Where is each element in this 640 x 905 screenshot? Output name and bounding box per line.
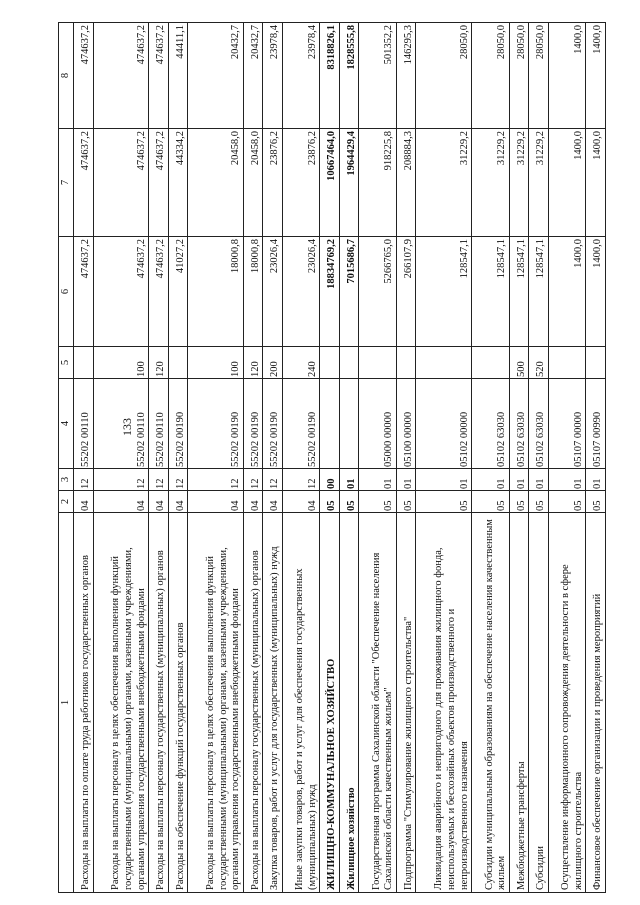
row-subsection: 01 — [586, 469, 606, 491]
row-target-article: 55202 00190 — [282, 379, 320, 469]
row-target-article: 05102 63030 — [472, 379, 510, 469]
row-amount-col6: 5266765,0 — [359, 237, 397, 347]
row-subsection: 01 — [529, 469, 549, 491]
row-name: Расходы на выплаты персоналу в целях обеспечения выполнения функций государственными (муниципальными) органами, казенными учреждениями, органами управления государственными внебюджетными фондами — [93, 513, 149, 893]
row-subsection: 12 — [282, 469, 320, 491]
row-amount-col7: 20458,0 — [188, 129, 244, 237]
table-row — [472, 23, 510, 893]
row-amount-col8: 1828555,8 — [339, 23, 359, 129]
row-section: 05 — [320, 491, 340, 513]
row-amount-col8: 1400,0 — [586, 23, 606, 129]
row-name: Жилищное хозяйство — [339, 513, 359, 893]
row-target-article: 55202 00110 — [149, 379, 169, 469]
row-amount-col6: 128547,1 — [472, 237, 510, 347]
table-row — [263, 23, 283, 893]
row-section: 05 — [586, 491, 606, 513]
row-expense-type: 120 — [149, 347, 169, 379]
row-amount-col8: 28050,0 — [529, 23, 549, 129]
row-amount-col7: 208884,3 — [396, 129, 416, 237]
row-amount-col6: 23026,4 — [263, 237, 283, 347]
row-target-article: 05107 00990 — [586, 379, 606, 469]
row-section: 05 — [529, 491, 549, 513]
row-subsection: 12 — [149, 469, 169, 491]
table-row — [339, 23, 359, 893]
row-amount-col8: 8318826,1 — [320, 23, 340, 129]
budget-table — [58, 22, 606, 893]
row-amount-col6: 128547,1 — [529, 237, 549, 347]
table-row — [359, 23, 397, 893]
row-subsection: 12 — [93, 469, 149, 491]
row-amount-col6: 18000,8 — [188, 237, 244, 347]
row-amount-col8: 44411,1 — [168, 23, 188, 129]
row-subsection: 01 — [472, 469, 510, 491]
row-section: 05 — [359, 491, 397, 513]
table-row — [188, 23, 244, 893]
table-row — [282, 23, 320, 893]
row-amount-col6: 18000,8 — [243, 237, 263, 347]
row-amount-col7: 44334,2 — [168, 129, 188, 237]
row-amount-col8: 20432,7 — [243, 23, 263, 129]
row-target-article: 05100 00000 — [396, 379, 416, 469]
row-section: 04 — [282, 491, 320, 513]
row-amount-col7: 918225,8 — [359, 129, 397, 237]
table-row — [586, 23, 606, 893]
row-amount-col7: 474637,2 — [93, 129, 149, 237]
col-header-4: 4 — [59, 379, 74, 469]
row-amount-col8: 28050,0 — [472, 23, 510, 129]
row-amount-col6: 128547,1 — [509, 237, 529, 347]
row-target-article: 55202 00190 — [263, 379, 283, 469]
row-name: Расходы на выплаты по оплате труда работников государственных органов — [74, 513, 94, 893]
col-header-3: 3 — [59, 469, 74, 491]
table-row — [529, 23, 549, 893]
row-expense-type: 500 — [509, 347, 529, 379]
row-amount-col8: 28050,0 — [416, 23, 472, 129]
table-row — [320, 23, 340, 893]
row-name: Иные закупки товаров, работ и услуг для обеспечения государственных (муниципальных) нужд — [282, 513, 320, 893]
row-amount-col7: 23876,2 — [282, 129, 320, 237]
row-amount-col7: 474637,2 — [149, 129, 169, 237]
table-row — [149, 23, 169, 893]
budget-table-rotated — [58, 23, 606, 893]
row-subsection: 01 — [509, 469, 529, 491]
row-target-article — [320, 379, 340, 469]
row-amount-col7: 31229,2 — [472, 129, 510, 237]
row-name: Осуществление информационного сопровождения деятельности в сфере жилищного строительства — [548, 513, 586, 893]
row-name: Расходы на выплаты персоналу государственных (муниципальных) органов — [243, 513, 263, 893]
row-name: Ликвидация аварийного и непригодного для проживания жилищного фонда, неиспользуемых и бесхозяйных объектов производственного и непроизводственного назначения — [416, 513, 472, 893]
table-row — [416, 23, 472, 893]
row-expense-type — [586, 347, 606, 379]
row-name: Финансовое обеспечение организации и проведения мероприятий — [586, 513, 606, 893]
row-subsection: 12 — [263, 469, 283, 491]
row-target-article: 05102 63030 — [529, 379, 549, 469]
table-row — [168, 23, 188, 893]
row-expense-type: 100 — [93, 347, 149, 379]
row-amount-col7: 1400,0 — [586, 129, 606, 237]
row-subsection: 12 — [243, 469, 263, 491]
row-amount-col6: 41027,2 — [168, 237, 188, 347]
row-section: 04 — [188, 491, 244, 513]
row-section: 05 — [509, 491, 529, 513]
row-amount-col8: 28050,0 — [509, 23, 529, 129]
row-expense-type: 100 — [188, 347, 244, 379]
row-target-article: 55202 00190 — [168, 379, 188, 469]
row-section: 05 — [396, 491, 416, 513]
row-name: Подпрограмма "Стимулирование жилищного строительства" — [396, 513, 416, 893]
row-amount-col8: 1400,0 — [548, 23, 586, 129]
row-expense-type — [359, 347, 397, 379]
row-subsection: 12 — [188, 469, 244, 491]
row-name: Субсидии — [529, 513, 549, 893]
row-expense-type: 120 — [243, 347, 263, 379]
row-subsection: 00 — [320, 469, 340, 491]
col-header-7: 7 — [59, 129, 74, 237]
row-name: Государственная программа Сахалинской области "Обеспечение населения Сахалинской области качественным жильем" — [359, 513, 397, 893]
row-amount-col6: 1400,0 — [586, 237, 606, 347]
row-amount-col8: 474637,2 — [149, 23, 169, 129]
row-expense-type — [396, 347, 416, 379]
row-target-article: 05107 00000 — [548, 379, 586, 469]
row-target-article: 55202 00110 — [93, 379, 149, 469]
row-amount-col7: 10667464,0 — [320, 129, 340, 237]
col-header-1: 1 — [59, 513, 74, 893]
row-amount-col6: 474637,2 — [149, 237, 169, 347]
row-amount-col7: 20458,0 — [243, 129, 263, 237]
row-expense-type — [339, 347, 359, 379]
row-section: 05 — [548, 491, 586, 513]
row-expense-type: 200 — [263, 347, 283, 379]
row-expense-type — [548, 347, 586, 379]
row-amount-col6: 128547,1 — [416, 237, 472, 347]
row-target-article: 05102 00000 — [416, 379, 472, 469]
row-expense-type — [320, 347, 340, 379]
row-section: 04 — [263, 491, 283, 513]
table-row — [93, 23, 149, 893]
row-name: Межбюджетные трансферты — [509, 513, 529, 893]
row-amount-col6: 474637,2 — [93, 237, 149, 347]
row-amount-col7: 31229,2 — [416, 129, 472, 237]
row-amount-col7: 23876,2 — [263, 129, 283, 237]
row-subsection: 01 — [548, 469, 586, 491]
row-amount-col8: 474637,2 — [74, 23, 94, 129]
row-amount-col7: 31229,2 — [529, 129, 549, 237]
row-target-article: 55202 00190 — [188, 379, 244, 469]
row-name: Расходы на обеспечение функций государственных органов — [168, 513, 188, 893]
row-amount-col8: 20432,7 — [188, 23, 244, 129]
row-amount-col7: 31229,2 — [509, 129, 529, 237]
row-amount-col6: 266107,9 — [396, 237, 416, 347]
row-subsection: 01 — [416, 469, 472, 491]
row-target-article: 05000 00000 — [359, 379, 397, 469]
row-subsection: 01 — [359, 469, 397, 491]
row-name: ЖИЛИЩНО-КОММУНАЛЬНОЕ ХОЗЯЙСТВО — [320, 513, 340, 893]
row-amount-col8: 501352,2 — [359, 23, 397, 129]
row-section: 05 — [339, 491, 359, 513]
row-amount-col7: 474637,2 — [74, 129, 94, 237]
table-row — [548, 23, 586, 893]
row-amount-col6: 474637,2 — [74, 237, 94, 347]
row-amount-col7: 1400,0 — [548, 129, 586, 237]
row-section: 04 — [243, 491, 263, 513]
row-expense-type — [74, 347, 94, 379]
row-section: 04 — [93, 491, 149, 513]
col-header-6: 6 — [59, 237, 74, 347]
row-expense-type: 240 — [282, 347, 320, 379]
row-name: Закупка товаров, работ и услуг для государственных (муниципальных) нужд — [263, 513, 283, 893]
row-target-article: 55202 00190 — [243, 379, 263, 469]
page-number: 133 — [120, 418, 134, 436]
col-header-8: 8 — [59, 23, 74, 129]
col-header-5: 5 — [59, 347, 74, 379]
table-row — [74, 23, 94, 893]
row-section: 04 — [74, 491, 94, 513]
row-expense-type — [472, 347, 510, 379]
col-header-2: 2 — [59, 491, 74, 513]
row-amount-col8: 23978,4 — [282, 23, 320, 129]
row-amount-col8: 474637,2 — [93, 23, 149, 129]
row-expense-type — [416, 347, 472, 379]
row-subsection: 12 — [168, 469, 188, 491]
row-amount-col6: 18834769,2 — [320, 237, 340, 347]
row-subsection: 01 — [396, 469, 416, 491]
row-amount-col6: 7015686,7 — [339, 237, 359, 347]
row-name: Субсидии муниципальным образованиям на обеспечение населения качественным жильем — [472, 513, 510, 893]
row-name: Расходы на выплаты персоналу государственных (муниципальных) органов — [149, 513, 169, 893]
row-section: 05 — [472, 491, 510, 513]
row-target-article: 55202 00110 — [74, 379, 94, 469]
row-section: 04 — [149, 491, 169, 513]
table-row — [509, 23, 529, 893]
row-section: 04 — [168, 491, 188, 513]
table-row — [396, 23, 416, 893]
row-amount-col6: 23026,4 — [282, 237, 320, 347]
row-amount-col8: 146295,3 — [396, 23, 416, 129]
header-row — [59, 23, 74, 893]
table-row — [243, 23, 263, 893]
row-target-article — [339, 379, 359, 469]
row-target-article: 05102 63030 — [509, 379, 529, 469]
row-name: Расходы на выплаты персоналу в целях обеспечения выполнения функций государственными (муниципальными) органами, казенными учреждениями, органами управления государственными внебюджетными фондами — [188, 513, 244, 893]
row-section: 05 — [416, 491, 472, 513]
row-subsection: 12 — [74, 469, 94, 491]
row-amount-col6: 1400,0 — [548, 237, 586, 347]
row-amount-col7: 1964429,4 — [339, 129, 359, 237]
row-expense-type: 520 — [529, 347, 549, 379]
row-amount-col8: 23978,4 — [263, 23, 283, 129]
row-expense-type — [168, 347, 188, 379]
row-subsection: 01 — [339, 469, 359, 491]
